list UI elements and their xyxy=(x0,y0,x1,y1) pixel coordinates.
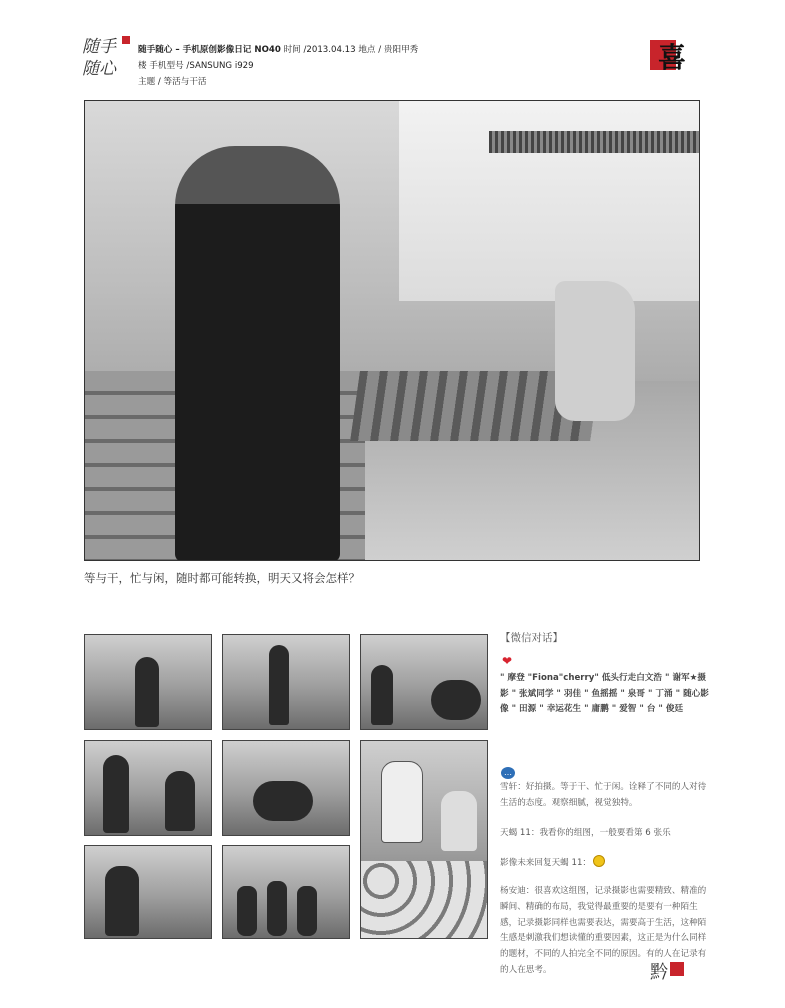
thumb-cylinder xyxy=(297,886,317,936)
thumbnail-1[interactable] xyxy=(84,634,212,730)
photo-sack xyxy=(555,281,635,421)
heart-icon: ❤ xyxy=(502,654,513,668)
thumb-motorbike xyxy=(431,680,481,720)
comment-3-line xyxy=(500,855,712,872)
thumb-figure xyxy=(441,791,477,851)
thumb-figure xyxy=(105,866,139,936)
comment-3: 影像未来回复天蝎 11： xyxy=(500,858,592,868)
header-theme: 主题 / 等活与干活 xyxy=(138,77,207,87)
photo-caption: 等与干，忙与闲，随时都可能转换，明天又将会怎样？ xyxy=(84,571,360,585)
brand-logo xyxy=(650,38,702,74)
thumb-figure xyxy=(253,781,313,821)
comment-2: 天蝎 11：我看你的组图，一般要看第 6 张乐 xyxy=(500,828,671,838)
brand-character: 喜 xyxy=(658,41,687,74)
footer-seal-icon xyxy=(670,962,684,976)
logo-calligraphy xyxy=(82,36,132,84)
thumbnail-5[interactable] xyxy=(222,740,350,836)
main-photo xyxy=(84,100,700,561)
thumb-figure xyxy=(103,755,129,833)
thumbnail-6[interactable] xyxy=(360,740,488,939)
comment-1: 雪轩：好拍摄。等于干、忙于闲。诠释了不同的人对待生活的态度。观察细腻，视觉独特。 xyxy=(500,782,707,808)
header-title-line xyxy=(138,43,418,55)
thumb-figure xyxy=(269,645,289,725)
thumb-buns xyxy=(361,861,488,939)
thumb-figure xyxy=(371,665,393,725)
logo-seal-icon xyxy=(122,36,130,44)
photo-awning xyxy=(489,131,699,153)
header-device: 楼 手机型号 /SANSUNG i929 xyxy=(138,61,254,71)
footer-logo-text: 黔 xyxy=(650,962,668,983)
chat-title: 【微信对话】 xyxy=(500,632,563,644)
thumb-cylinder xyxy=(267,881,287,936)
chat-bubble-icon: … xyxy=(501,767,515,779)
footer-logo xyxy=(650,958,708,988)
thumb-figure xyxy=(381,761,423,843)
likes-list: " 摩登 "Fiona"cherry" 低头行走白文浩 " 谢军★摄影 " 张斌同学 " 羽佳 " 鱼摇摇 " 泉哥 " 丁涌 " 随心影像 " 田源 " 幸运花生 " 庸鹏 " 爱智 " 台 " 俊廷 xyxy=(500,673,709,714)
logo-text: 随手随心 xyxy=(82,37,116,79)
header-time-place: 时间 /2013.04.13 地点 / 贵阳甲秀 xyxy=(280,45,419,55)
header-title: 随手随心 – 手机原创影像日记 NO40 xyxy=(138,45,281,55)
photo-old-man xyxy=(175,146,340,561)
thumbnail-7[interactable] xyxy=(84,845,212,939)
thumbnail-8[interactable] xyxy=(222,845,350,939)
smile-emoji-icon xyxy=(593,855,605,867)
thumbnail-3[interactable] xyxy=(360,634,488,730)
thumbnail-4[interactable] xyxy=(84,740,212,836)
thumb-cylinder xyxy=(237,886,257,936)
thumbnail-2[interactable] xyxy=(222,634,350,730)
thumb-figure xyxy=(135,657,159,727)
comment-4: 杨安迪：很喜欢这组图，记录摄影也需要精致、精准的瞬间、精确的布局，我觉得最重要的是要有一种陌生感，记录摄影同样也需要表达，需要高于生活，这种陌生感是刺激我们想读懂的重要因素，这正是为什么同样的题材，不同的人拍完全不同的原因。有的人在记录有的人在思考。 xyxy=(500,886,707,975)
thumb-figure xyxy=(165,771,195,831)
